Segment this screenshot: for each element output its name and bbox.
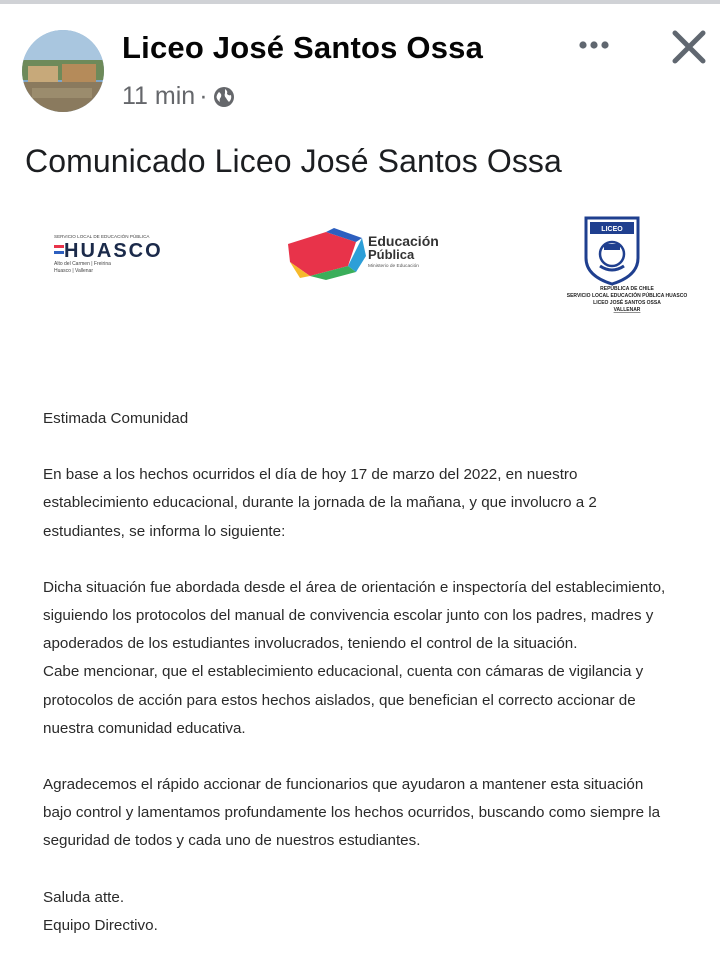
liceo-line4: VALLENAR (613, 307, 641, 313)
crest-text: LICEO (601, 226, 623, 233)
avatar[interactable] (22, 30, 104, 112)
post-time[interactable]: 11 min (122, 82, 196, 110)
letter-p1-line: estudiantes, se informa lo siguiente: (43, 522, 286, 540)
top-divider (0, 0, 720, 4)
liceo-crest-logo (534, 214, 720, 314)
huasco-sub1: Alto del Carmen | Freirina (54, 261, 111, 267)
letter-body (43, 405, 711, 940)
edu-line2: Pública (368, 247, 415, 262)
huasco-logo (52, 232, 252, 277)
letter-greeting: Estimada Comunidad (43, 410, 189, 427)
letter-p2-line: Dicha situación fue abordada desde el área de orientación e inspectoría del establecimiento, (43, 578, 666, 596)
letter-p3-line: seguridad de todos y cada uno de nuestros estudiantes. (43, 832, 421, 850)
more-options-icon (574, 30, 620, 60)
huasco-top-text: SERVICIO LOCAL DE EDUCACIÓN PÚBLICA (54, 234, 150, 239)
letter-signature: Equipo Directivo. (43, 916, 158, 934)
letter-p2-line: apoderados de los estudiantes involucrados, teniendo el control de la situación. (43, 635, 578, 653)
letter-p3-line: bajo control y lamentamos profundamente los hechos ocurridos, buscando como siempre la (43, 804, 661, 822)
liceo-line3: LICEO JOSÉ SANTOS OSSA (593, 300, 661, 306)
educacion-publica-logo (286, 226, 496, 280)
edu-line3: Ministerio de Educación (368, 264, 419, 269)
post-author[interactable]: Liceo José Santos Ossa (122, 30, 484, 65)
post-meta (122, 82, 236, 111)
letter-p2-line: Cabe mencionar, que el establecimiento educacional, cuenta con cámaras de vigilancia y (43, 663, 644, 681)
letter-p3-line: Agradecemos el rápido accionar de funcionarios que ayudaron a mantener esta situación (43, 776, 644, 794)
huasco-sub2: Huasco | Vallenar (54, 268, 94, 274)
letter-p1-line: establecimiento educacional, durante la jornada de la mañana, y que involucro a 2 (43, 494, 597, 512)
letter-p1-line: En base a los hechos ocurridos el día de hoy 17 de marzo del 2022, en nuestro (43, 466, 578, 484)
letter-p2-line: protocolos de acción para estos hechos aislados, que benefician el correcto accionar de (43, 691, 636, 709)
letter-p2-line: nuestra comunidad educativa. (43, 719, 246, 737)
letter-closing: Saluda atte. (43, 888, 125, 906)
post-title: Comunicado Liceo José Santos Ossa (25, 143, 562, 179)
meta-separator: · (199, 82, 208, 110)
more-options-button[interactable] (574, 30, 620, 60)
close-icon (668, 26, 710, 68)
liceo-line1: REPÚBLICA DE CHILE (600, 286, 654, 292)
globe-icon (212, 85, 236, 109)
liceo-line2: SERVICIO LOCAL EDUCACIÓN PÚBLICA HUASCO (566, 293, 688, 299)
letter-p2-line: siguiendo los protocolos del manual de convivencia escolar junto con los padres, madres y (43, 607, 654, 625)
close-button[interactable] (668, 26, 710, 68)
edu-line1: Educación (368, 233, 439, 249)
huasco-name: HUASCO (64, 240, 163, 262)
avatar-photo (22, 30, 104, 112)
